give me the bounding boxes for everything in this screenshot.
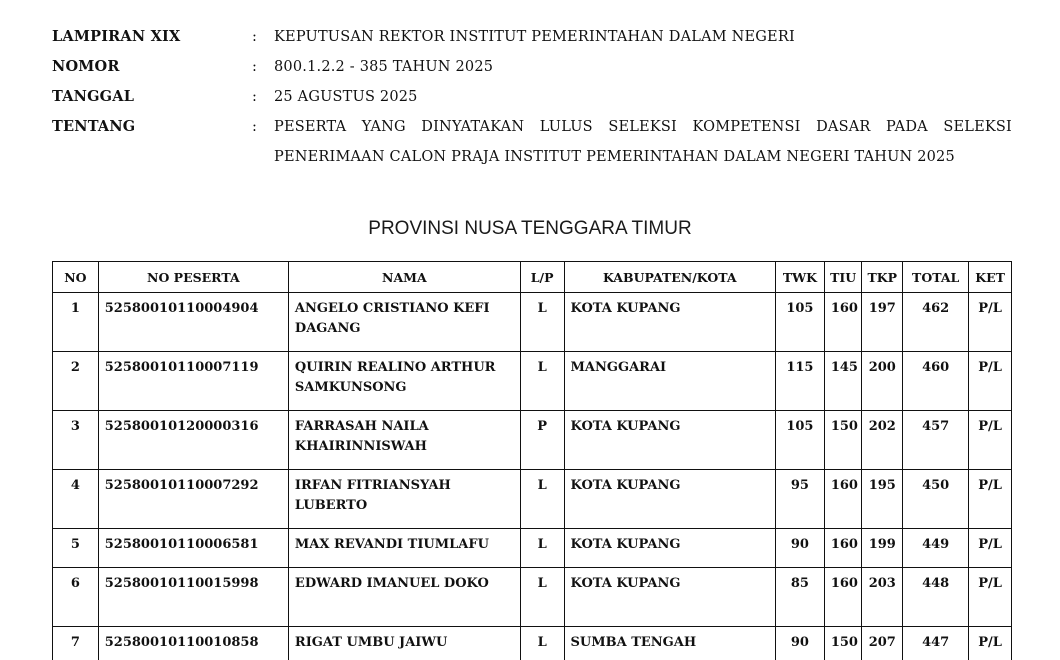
- cell-lp: L: [520, 568, 564, 627]
- cell-twk: 95: [776, 470, 825, 529]
- cell-nama: RIGAT UMBU JAIWU: [288, 627, 520, 660]
- section-subtitle: PROVINSI NUSA TENGGARA TIMUR: [368, 218, 692, 239]
- cell-no-peserta: 52580010120000316: [98, 411, 288, 470]
- cell-kabupaten: MANGGARAI: [564, 352, 776, 411]
- cell-total: 448: [903, 568, 969, 627]
- document-header: [52, 22, 1012, 172]
- header-label: LAMPIRAN XIX: [52, 28, 181, 45]
- column-header-lp: L/P: [520, 262, 564, 293]
- header-colon: :: [252, 89, 258, 105]
- cell-no: 6: [53, 568, 99, 627]
- cell-total: 449: [903, 529, 969, 568]
- header-row-tentang: [52, 112, 1012, 172]
- header-label: NOMOR: [52, 58, 120, 75]
- cell-no-peserta: 52580010110006581: [98, 529, 288, 568]
- cell-tkp: 195: [862, 470, 903, 529]
- cell-no: 2: [53, 352, 99, 411]
- column-header-total: TOTAL: [903, 262, 969, 293]
- cell-tiu: 160: [824, 529, 862, 568]
- cell-no: 4: [53, 470, 99, 529]
- column-header-tkp: TKP: [862, 262, 903, 293]
- column-header-no: NO: [53, 262, 99, 293]
- cell-no-peserta: 52580010110010858: [98, 627, 288, 660]
- cell-lp: L: [520, 293, 564, 352]
- cell-ket: P/L: [969, 352, 1012, 411]
- cell-lp: L: [520, 470, 564, 529]
- cell-nama: ANGELO CRISTIANO KEFI DAGANG: [288, 293, 520, 352]
- cell-kabupaten: KOTA KUPANG: [564, 293, 776, 352]
- column-header-tiu: TIU: [824, 262, 862, 293]
- header-label: TANGGAL: [52, 88, 135, 105]
- cell-tkp: 207: [862, 627, 903, 660]
- cell-no: 3: [53, 411, 99, 470]
- header-colon: :: [252, 29, 258, 45]
- column-header-ket: KET: [969, 262, 1012, 293]
- cell-ket: P/L: [969, 293, 1012, 352]
- cell-twk: 90: [776, 529, 825, 568]
- cell-lp: L: [520, 529, 564, 568]
- cell-tkp: 202: [862, 411, 903, 470]
- cell-twk: 85: [776, 568, 825, 627]
- cell-total: 462: [903, 293, 969, 352]
- cell-tiu: 160: [824, 568, 862, 627]
- cell-total: 450: [903, 470, 969, 529]
- cell-lp: L: [520, 627, 564, 660]
- table-row: [53, 293, 1012, 352]
- cell-tiu: 160: [824, 470, 862, 529]
- cell-ket: P/L: [969, 470, 1012, 529]
- cell-tkp: 199: [862, 529, 903, 568]
- table-row: [53, 529, 1012, 568]
- cell-tiu: 150: [824, 627, 862, 660]
- cell-no-peserta: 52580010110004904: [98, 293, 288, 352]
- cell-lp: P: [520, 411, 564, 470]
- cell-nama: MAX REVANDI TIUMLAFU: [288, 529, 520, 568]
- cell-kabupaten: SUMBA TENGAH: [564, 627, 776, 660]
- cell-twk: 115: [776, 352, 825, 411]
- cell-ket: P/L: [969, 529, 1012, 568]
- table-row: [53, 411, 1012, 470]
- cell-nama: IRFAN FITRIANSYAH LUBERTO: [288, 470, 520, 529]
- cell-total: 447: [903, 627, 969, 660]
- column-header-kabupaten: KABUPATEN/KOTA: [564, 262, 776, 293]
- cell-no-peserta: 52580010110007292: [98, 470, 288, 529]
- header-value: KEPUTUSAN REKTOR INSTITUT PEMERINTAHAN DALAM NEGERI: [274, 29, 795, 45]
- cell-kabupaten: KOTA KUPANG: [564, 529, 776, 568]
- header-label: TENTANG: [52, 118, 136, 135]
- cell-no-peserta: 52580010110015998: [98, 568, 288, 627]
- cell-ket: P/L: [969, 568, 1012, 627]
- cell-no: 1: [53, 293, 99, 352]
- header-value: PESERTA YANG DINYATAKAN LULUS SELEKSI KOMPETENSI DASAR PADA SELEKSI PENERIMAAN CALON PRAJA INSTITUT PEMERINTAHAN DALAM NEGERI TAHUN 2025: [274, 119, 1012, 165]
- column-header-nama: NAMA: [288, 262, 520, 293]
- cell-no: 5: [53, 529, 99, 568]
- cell-lp: L: [520, 352, 564, 411]
- cell-nama: QUIRIN REALINO ARTHUR SAMKUNSONG: [288, 352, 520, 411]
- cell-total: 457: [903, 411, 969, 470]
- cell-total: 460: [903, 352, 969, 411]
- results-table: [52, 261, 1012, 660]
- cell-no: 7: [53, 627, 99, 660]
- column-header-no-peserta: NO PESERTA: [98, 262, 288, 293]
- table-header-row: [53, 262, 1012, 293]
- cell-no-peserta: 52580010110007119: [98, 352, 288, 411]
- header-colon: :: [252, 119, 258, 135]
- cell-ket: P/L: [969, 411, 1012, 470]
- cell-kabupaten: KOTA KUPANG: [564, 411, 776, 470]
- cell-tiu: 160: [824, 293, 862, 352]
- table-row: [53, 470, 1012, 529]
- header-row-tanggal: [52, 82, 1012, 112]
- cell-kabupaten: KOTA KUPANG: [564, 470, 776, 529]
- cell-tiu: 150: [824, 411, 862, 470]
- cell-nama: EDWARD IMANUEL DOKO: [288, 568, 520, 627]
- cell-nama: FARRASAH NAILA KHAIRINNISWAH: [288, 411, 520, 470]
- header-row-lampiran: [52, 22, 1012, 52]
- cell-twk: 105: [776, 293, 825, 352]
- table-row: [53, 568, 1012, 627]
- header-value: 25 AGUSTUS 2025: [274, 89, 418, 105]
- cell-tkp: 203: [862, 568, 903, 627]
- cell-twk: 105: [776, 411, 825, 470]
- header-colon: :: [252, 59, 258, 75]
- header-value: 800.1.2.2 - 385 TAHUN 2025: [274, 59, 494, 75]
- column-header-twk: TWK: [776, 262, 825, 293]
- cell-kabupaten: KOTA KUPANG: [564, 568, 776, 627]
- cell-ket: P/L: [969, 627, 1012, 660]
- cell-twk: 90: [776, 627, 825, 660]
- cell-tkp: 197: [862, 293, 903, 352]
- table-row: [53, 627, 1012, 660]
- header-row-nomor: [52, 52, 1012, 82]
- cell-tkp: 200: [862, 352, 903, 411]
- cell-tiu: 145: [824, 352, 862, 411]
- table-row: [53, 352, 1012, 411]
